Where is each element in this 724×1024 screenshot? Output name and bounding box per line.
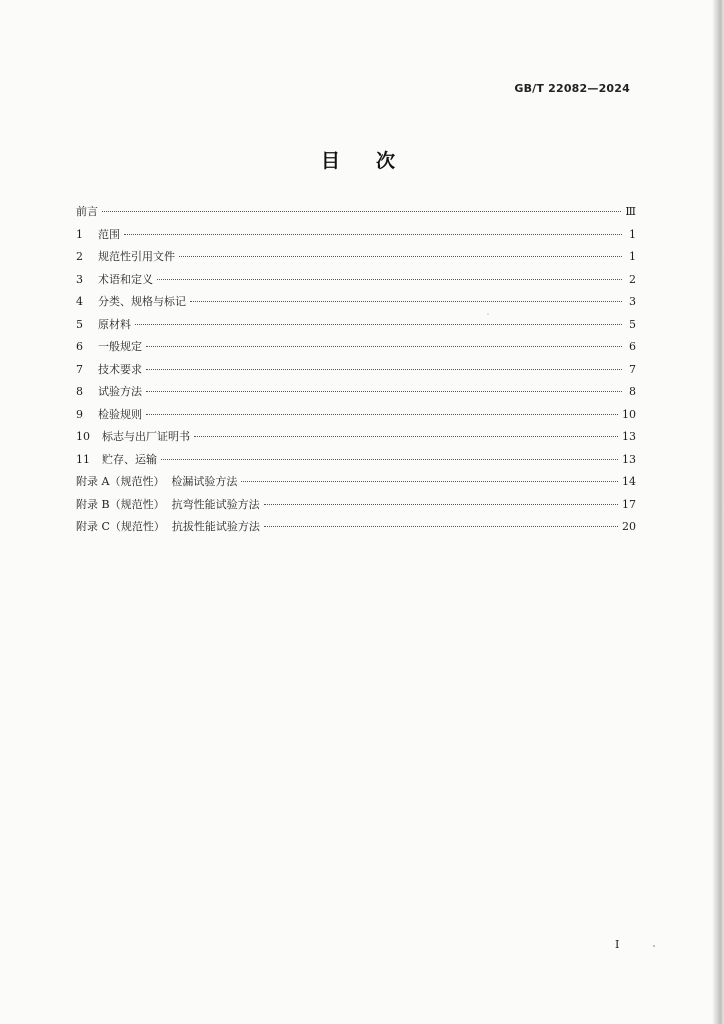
toc-leader-dots [264,526,618,527]
toc-entry[interactable] [76,451,636,474]
toc-entry-page: 3 [629,295,636,308]
toc-entry-page: 14 [622,475,636,488]
toc-entry-number: 3 [76,272,83,286]
toc-entry-page: 20 [622,520,636,533]
toc-entry-number: 5 [76,317,83,331]
toc-leader-dots [124,234,622,235]
page-title: 目次 [320,150,431,172]
toc-entry[interactable] [76,248,636,271]
toc-entry-label: 技术要求 [98,362,142,376]
toc-leader-dots [157,279,622,280]
toc-entry-label: 检验规则 [98,407,142,421]
toc-entry[interactable] [76,361,636,384]
toc-entry-label: 附录 A（规范性） 检漏试验方法 [76,475,238,488]
toc-entry-page: 13 [622,452,636,466]
toc-entry-number: 1 [76,227,83,241]
toc-entry[interactable] [76,271,636,294]
toc-leader-dots [241,481,618,482]
toc-leader-dots [146,391,622,392]
toc-leader-dots [146,369,622,370]
toc-entry-number: 7 [76,362,83,376]
toc-entry-label: 贮存、运输 [102,452,157,466]
scan-speck [487,313,489,315]
toc-entry-page: 1 [629,227,636,241]
toc-leader-dots [194,436,618,437]
toc-entry-page: 8 [629,385,636,398]
toc-leader-dots [102,211,621,212]
toc-entry-page: 7 [629,362,636,376]
page-folio: I [615,938,620,951]
toc-entry-page: 6 [629,340,636,353]
toc-entry[interactable] [76,518,636,541]
toc-entry-label: 规范性引用文件 [98,250,175,263]
toc-entry-page: 5 [629,317,636,331]
toc-leader-dots [190,301,622,302]
standard-number: GB/T 22082—2024 [514,82,630,95]
toc-entry-page: 2 [629,272,636,286]
toc-entry-label: 一般规定 [98,340,142,353]
toc-leader-dots [135,324,622,325]
toc-leader-dots [264,504,618,505]
toc-entry-label: 标志与出厂证明书 [102,430,190,443]
toc-entry[interactable] [76,406,636,429]
toc-leader-dots [146,414,618,415]
toc-entry[interactable] [76,383,636,406]
toc-entry[interactable] [76,496,636,519]
toc-entry-label: 术语和定义 [98,272,153,286]
toc-entry-label: 附录 C（规范性） 抗拔性能试验方法 [76,520,260,533]
toc-entry[interactable] [76,338,636,361]
table-of-contents [76,203,636,541]
page-edge-shadow [712,0,724,1024]
toc-entry-page: 17 [622,497,636,511]
toc-entry-label: 范围 [98,227,120,241]
toc-entry-label: 附录 B（规范性） 抗弯性能试验方法 [76,497,260,511]
toc-entry-label: 原材料 [98,317,131,331]
toc-entry-number: 4 [76,295,83,308]
toc-entry[interactable] [76,203,636,226]
scan-speck [653,945,655,947]
toc-entry-number: 6 [76,340,83,353]
toc-entry-label: 试验方法 [98,385,142,398]
toc-entry-number: 8 [76,385,83,398]
toc-leader-dots [161,459,618,460]
toc-entry-page: 10 [622,407,636,421]
toc-entry-number: 2 [76,250,83,263]
toc-entry-page: 13 [622,430,636,443]
toc-entry[interactable] [76,316,636,339]
toc-leader-dots [146,346,622,347]
toc-entry[interactable] [76,293,636,316]
toc-entry[interactable] [76,473,636,496]
toc-entry[interactable] [76,428,636,451]
toc-entry-number: 9 [76,407,83,421]
toc-entry-page: 1 [629,250,636,263]
toc-entry-number: 11 [76,452,90,466]
toc-entry-number: 10 [76,430,90,443]
toc-entry[interactable] [76,226,636,249]
toc-entry-label: 分类、规格与标记 [98,295,186,308]
toc-leader-dots [179,256,622,257]
toc-entry-label: 前言 [76,205,98,218]
toc-entry-page: Ⅲ [625,205,636,218]
